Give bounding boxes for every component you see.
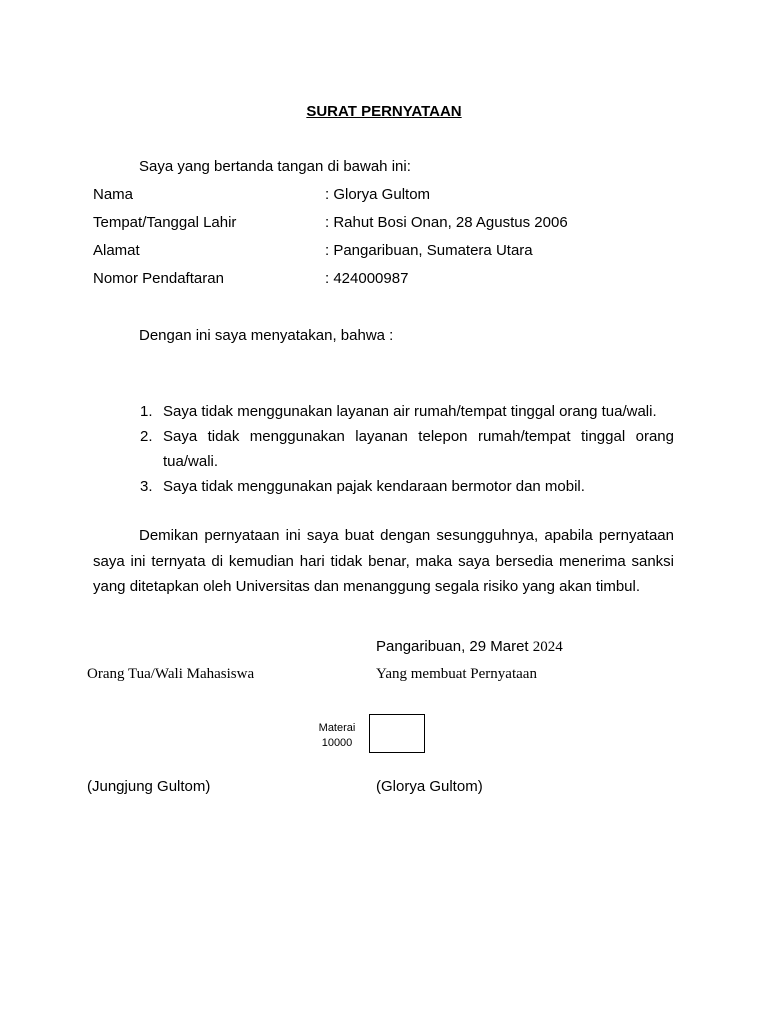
- field-value-ttl: : Rahut Bosi Onan, 28 Agustus 2006: [325, 214, 568, 231]
- list-item-number: 2.: [140, 428, 153, 445]
- left-signer-name: (Jungjung Gultom): [87, 778, 211, 795]
- field-label-ttl: Tempat/Tanggal Lahir: [93, 214, 237, 231]
- closing-paragraph: Demikan pernyataan ini saya buat dengan sesungguhnya, apabila pernyataan saya ini ternyata di kemudian hari tidak benar, maka saya bersedia menerima sanksi yang ditetapkan oleh Universitas dan menanggung segala risiko yang akan timbul.: [93, 527, 674, 595]
- list-item-text: Saya tidak menggunakan layanan telepon rumah/tempat tinggal orang tua/wali.: [163, 428, 674, 470]
- right-signer-role: Yang membuat Pernyataan: [376, 666, 537, 682]
- list-item-number: 1.: [140, 403, 153, 420]
- field-label-alamat: Alamat: [93, 242, 140, 259]
- list-item-text: Saya tidak menggunakan pajak kendaraan bermotor dan mobil.: [163, 478, 585, 495]
- list-item: [93, 474, 674, 499]
- statement-list: [93, 399, 674, 499]
- list-item-number: 3.: [140, 478, 153, 495]
- right-signer-name: (Glorya Gultom): [376, 778, 483, 795]
- materai-label-line1: Materai: [318, 722, 356, 734]
- materai-label: [310, 721, 364, 751]
- place-date-text: Pangaribuan, 29 Maret: [376, 638, 533, 655]
- list-item: [93, 424, 674, 474]
- statement-intro: Dengan ini saya menyatakan, bahwa :: [139, 327, 394, 344]
- document-title: SURAT PERNYATAAN: [306, 103, 462, 120]
- materai-label-line2: 10000: [321, 737, 353, 749]
- field-value-alamat: : Pangaribuan, Sumatera Utara: [325, 242, 533, 259]
- list-item: [93, 399, 674, 424]
- place-date: [376, 638, 563, 656]
- place-date-year: 2024: [532, 639, 563, 655]
- intro-text: Saya yang bertanda tangan di bawah ini:: [139, 158, 411, 175]
- list-item-text: Saya tidak menggunakan layanan air rumah/tempat tinggal orang tua/wali.: [163, 403, 657, 420]
- field-label-nama: Nama: [93, 186, 134, 203]
- field-value-nama: : Glorya Gultom: [325, 186, 431, 203]
- left-signer-role: Orang Tua/Wali Mahasiswa: [87, 666, 255, 682]
- field-label-nomor: Nomor Pendaftaran: [93, 270, 224, 287]
- field-value-nomor: : 424000987: [325, 270, 409, 287]
- materai-stamp-box: [369, 714, 425, 753]
